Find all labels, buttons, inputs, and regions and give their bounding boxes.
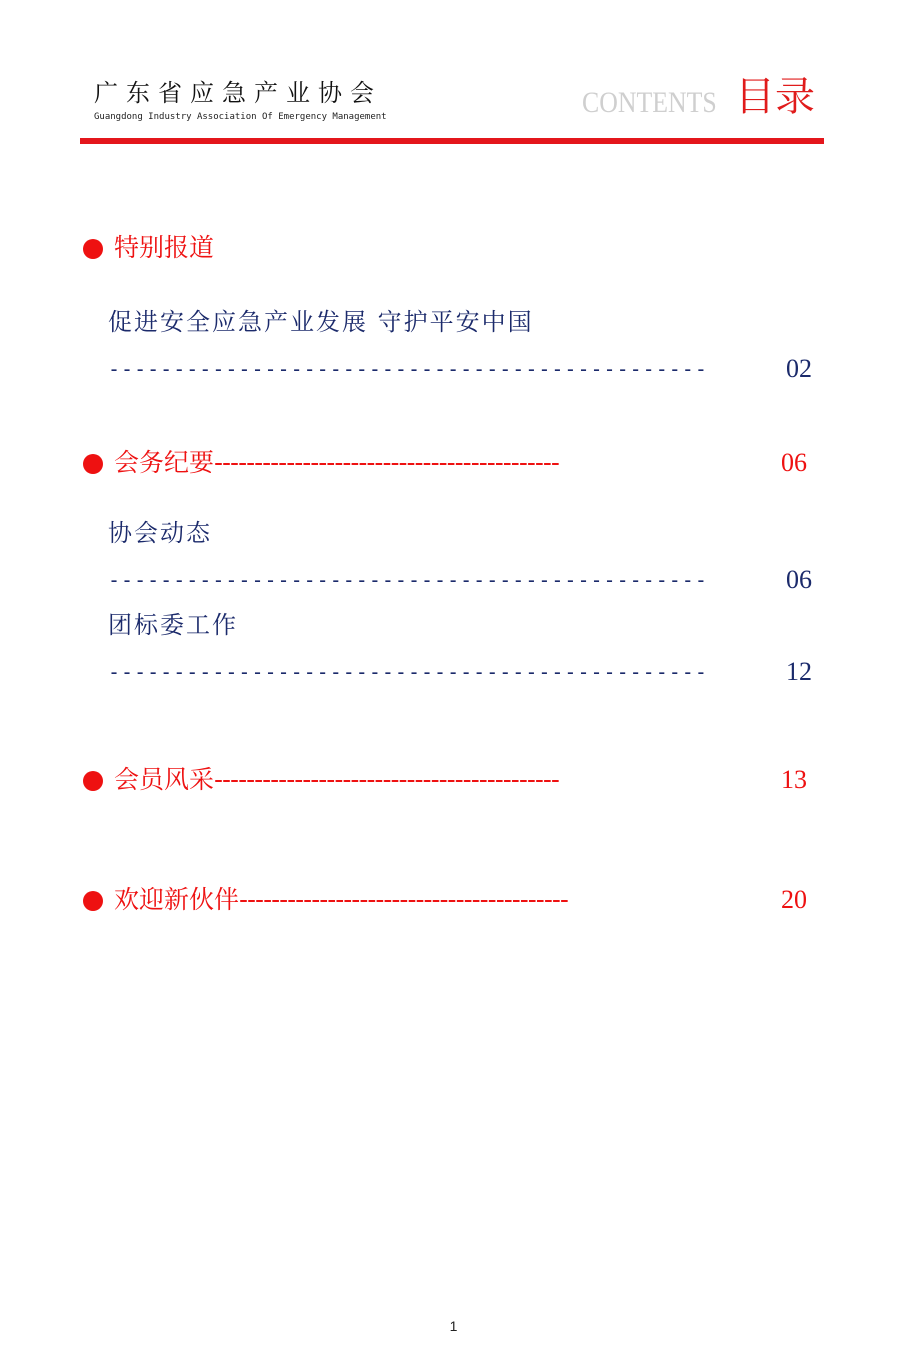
toc-section-leader: ------------------------------------------- xyxy=(214,765,559,794)
toc-section-page: 13 xyxy=(781,765,807,794)
page-number: 1 xyxy=(449,1318,458,1334)
contents-label-zh: 目录 xyxy=(735,74,815,120)
toc-section-title[interactable] xyxy=(114,233,214,263)
toc-item-page: 02 xyxy=(786,354,812,383)
toc-item-page: 12 xyxy=(786,657,812,686)
header-rule xyxy=(80,138,824,144)
bullet-icon xyxy=(83,239,103,259)
toc-section-leader: ------------------------------------------- xyxy=(214,448,559,477)
toc-section-page: 06 xyxy=(781,448,807,477)
org-name: 广东省应急产业协会 xyxy=(94,79,382,107)
bullet-icon xyxy=(83,454,103,474)
toc-section-leader: ----------------------------------------- xyxy=(239,885,568,914)
toc-section-label: 会员风采 xyxy=(114,765,215,794)
toc-section-title[interactable] xyxy=(114,885,807,915)
toc-section-label: 会务纪要 xyxy=(114,448,215,477)
toc-section-title[interactable] xyxy=(114,448,807,478)
toc-item-page: 06 xyxy=(786,565,812,594)
toc-section-title[interactable] xyxy=(114,765,807,795)
contents-label-en: CONTENTS xyxy=(582,86,717,119)
toc-section-page: 20 xyxy=(781,885,807,914)
toc-section-label: 欢迎新伙伴 xyxy=(114,885,240,914)
toc-item-leader: ---------------------------------------------- xyxy=(108,357,708,381)
toc-section-label: 特别报道 xyxy=(114,233,215,262)
toc-item-title[interactable]: 促进安全应急产业发展 守护平安中国 xyxy=(108,308,534,336)
toc-item-leader: ---------------------------------------------- xyxy=(108,568,708,592)
toc-item-title[interactable]: 团标委工作 xyxy=(108,611,238,639)
toc-item-title[interactable]: 协会动态 xyxy=(108,519,212,547)
org-name-en: Guangdong Industry Association Of Emergency Management xyxy=(94,112,387,122)
toc-item-leader: ---------------------------------------------- xyxy=(108,660,708,684)
bullet-icon xyxy=(83,891,103,911)
bullet-icon xyxy=(83,771,103,791)
